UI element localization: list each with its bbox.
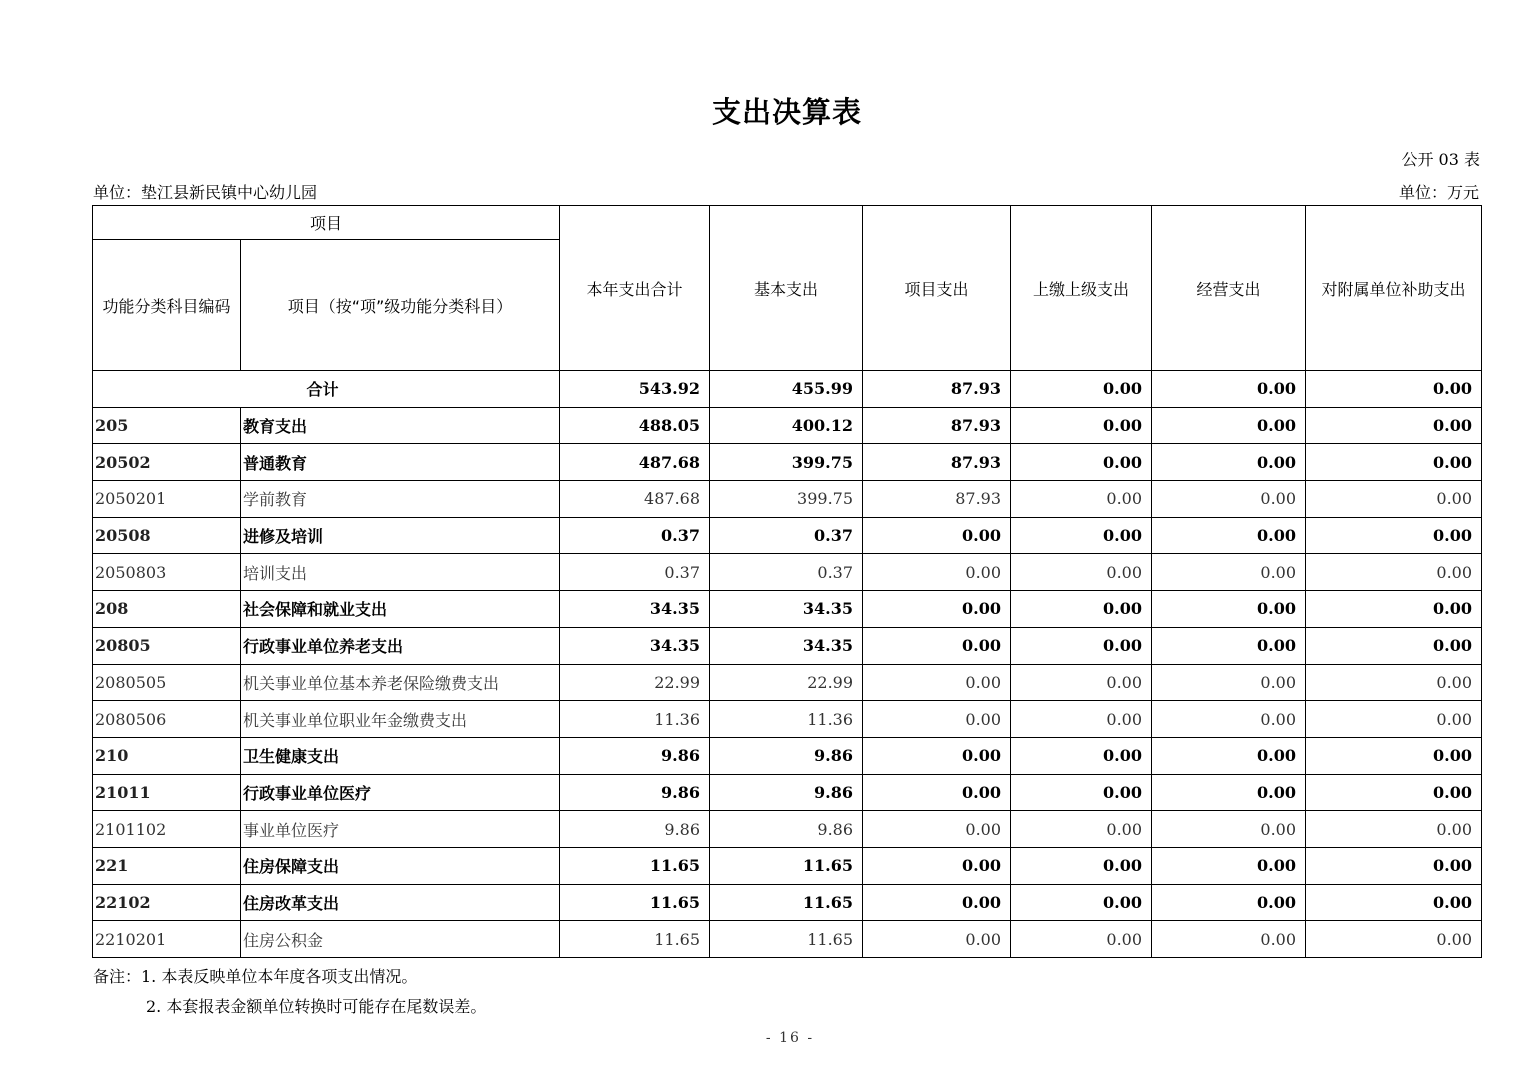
cell-subsidy: 0.00 — [1306, 847, 1482, 884]
cell-subsidy: 0.00 — [1306, 627, 1482, 664]
cell-project: 0.00 — [863, 737, 1011, 774]
cell-project: 0.00 — [863, 811, 1011, 848]
cell-upper: 0.00 — [1011, 921, 1152, 958]
total-cell-project: 87.93 — [863, 371, 1011, 408]
cell-name: 学前教育 — [241, 481, 560, 518]
header-code: 功能分类科目编码 — [93, 240, 241, 371]
cell-business: 0.00 — [1152, 921, 1306, 958]
cell-project: 0.00 — [863, 921, 1011, 958]
cell-total: 9.86 — [560, 737, 710, 774]
note-1: 备注：1. 本表反映单位本年度各项支出情况。 — [93, 967, 418, 986]
cell-total: 488.05 — [560, 407, 710, 444]
cell-name: 机关事业单位职业年金缴费支出 — [241, 701, 560, 738]
cell-total: 34.35 — [560, 627, 710, 664]
cell-name: 住房改革支出 — [241, 884, 560, 921]
table-row — [93, 774, 1482, 811]
cell-name: 培训支出 — [241, 554, 560, 591]
cell-project: 87.93 — [863, 481, 1011, 518]
cell-code: 22102 — [93, 884, 241, 921]
cell-upper: 0.00 — [1011, 664, 1152, 701]
cell-subsidy: 0.00 — [1306, 737, 1482, 774]
cell-code: 20502 — [93, 444, 241, 481]
cell-name: 住房公积金 — [241, 921, 560, 958]
cell-name: 社会保障和就业支出 — [241, 591, 560, 628]
cell-name: 住房保障支出 — [241, 847, 560, 884]
cell-total: 0.37 — [560, 517, 710, 554]
cell-project: 0.00 — [863, 554, 1011, 591]
cell-upper: 0.00 — [1011, 884, 1152, 921]
header-project-group: 项目 — [93, 206, 560, 240]
cell-name: 卫生健康支出 — [241, 737, 560, 774]
cell-basic: 9.86 — [710, 811, 863, 848]
cell-project: 0.00 — [863, 774, 1011, 811]
table-row — [93, 737, 1482, 774]
table-row — [93, 481, 1482, 518]
cell-project: 0.00 — [863, 884, 1011, 921]
table-row — [93, 554, 1482, 591]
header-upper: 上缴上级支出 — [1011, 206, 1152, 371]
cell-basic: 11.36 — [710, 701, 863, 738]
cell-basic: 34.35 — [710, 591, 863, 628]
cell-subsidy: 0.00 — [1306, 884, 1482, 921]
cell-code: 2101102 — [93, 811, 241, 848]
total-cell-business: 0.00 — [1152, 371, 1306, 408]
header-subsidy: 对附属单位补助支出 — [1306, 206, 1482, 371]
cell-project: 0.00 — [863, 517, 1011, 554]
header-project: 项目支出 — [863, 206, 1011, 371]
note-2: 2. 本套报表金额单位转换时可能存在尾数误差。 — [146, 997, 487, 1016]
cell-subsidy: 0.00 — [1306, 811, 1482, 848]
cell-project: 0.00 — [863, 664, 1011, 701]
cell-basic: 0.37 — [710, 554, 863, 591]
cell-upper: 0.00 — [1011, 481, 1152, 518]
cell-upper: 0.00 — [1011, 591, 1152, 628]
cell-code: 2050201 — [93, 481, 241, 518]
table-row — [93, 591, 1482, 628]
cell-basic: 399.75 — [710, 444, 863, 481]
total-cell-upper: 0.00 — [1011, 371, 1152, 408]
cell-upper: 0.00 — [1011, 811, 1152, 848]
cell-project: 0.00 — [863, 591, 1011, 628]
cell-upper: 0.00 — [1011, 701, 1152, 738]
cell-upper: 0.00 — [1011, 774, 1152, 811]
table-row — [93, 884, 1482, 921]
cell-business: 0.00 — [1152, 517, 1306, 554]
header-business: 经营支出 — [1152, 206, 1306, 371]
cell-upper: 0.00 — [1011, 847, 1152, 884]
cell-business: 0.00 — [1152, 664, 1306, 701]
table-row — [93, 664, 1482, 701]
table-row — [93, 407, 1482, 444]
cell-subsidy: 0.00 — [1306, 591, 1482, 628]
cell-business: 0.00 — [1152, 444, 1306, 481]
cell-business: 0.00 — [1152, 701, 1306, 738]
table-row — [93, 811, 1482, 848]
cell-business: 0.00 — [1152, 554, 1306, 591]
cell-business: 0.00 — [1152, 811, 1306, 848]
cell-total: 487.68 — [560, 444, 710, 481]
meta-row — [93, 180, 1479, 203]
cell-name: 普通教育 — [241, 444, 560, 481]
cell-basic: 9.86 — [710, 774, 863, 811]
cell-business: 0.00 — [1152, 774, 1306, 811]
unit-label: 单位：垫江县新民镇中心幼儿园 — [93, 183, 318, 202]
cell-basic: 9.86 — [710, 737, 863, 774]
total-cell-basic: 455.99 — [710, 371, 863, 408]
table-row — [93, 444, 1482, 481]
cell-project: 0.00 — [863, 701, 1011, 738]
cell-subsidy: 0.00 — [1306, 701, 1482, 738]
cell-subsidy: 0.00 — [1306, 481, 1482, 518]
cell-code: 2080506 — [93, 701, 241, 738]
cell-name: 机关事业单位基本养老保险缴费支出 — [241, 664, 560, 701]
cell-basic: 11.65 — [710, 847, 863, 884]
table-row — [93, 627, 1482, 664]
currency-label: 单位：万元 — [1398, 183, 1479, 202]
table-row — [93, 847, 1482, 884]
cell-basic: 399.75 — [710, 481, 863, 518]
cell-total: 34.35 — [560, 591, 710, 628]
cell-upper: 0.00 — [1011, 627, 1152, 664]
cell-business: 0.00 — [1152, 847, 1306, 884]
cell-basic: 22.99 — [710, 664, 863, 701]
total-row — [93, 371, 1482, 408]
cell-subsidy: 0.00 — [1306, 554, 1482, 591]
notes — [93, 962, 486, 1022]
cell-basic: 0.37 — [710, 517, 863, 554]
cell-project: 87.93 — [863, 444, 1011, 481]
cell-basic: 11.65 — [710, 884, 863, 921]
table-code: 公开 03 表 — [1401, 150, 1480, 169]
cell-code: 2210201 — [93, 921, 241, 958]
cell-code: 210 — [93, 737, 241, 774]
cell-business: 0.00 — [1152, 884, 1306, 921]
cell-total: 9.86 — [560, 774, 710, 811]
cell-subsidy: 0.00 — [1306, 517, 1482, 554]
cell-total: 487.68 — [560, 481, 710, 518]
table-row — [93, 921, 1482, 958]
cell-code: 20805 — [93, 627, 241, 664]
header-basic: 基本支出 — [710, 206, 863, 371]
cell-business: 0.00 — [1152, 737, 1306, 774]
cell-name: 行政事业单位医疗 — [241, 774, 560, 811]
cell-total: 11.36 — [560, 701, 710, 738]
cell-total: 22.99 — [560, 664, 710, 701]
total-cell-total: 543.92 — [560, 371, 710, 408]
total-label: 合计 — [93, 371, 560, 408]
page-number: - 16 - — [765, 1030, 815, 1046]
cell-project: 87.93 — [863, 407, 1011, 444]
cell-basic: 34.35 — [710, 627, 863, 664]
cell-upper: 0.00 — [1011, 407, 1152, 444]
cell-business: 0.00 — [1152, 481, 1306, 518]
cell-code: 2050803 — [93, 554, 241, 591]
cell-business: 0.00 — [1152, 627, 1306, 664]
cell-project: 0.00 — [863, 847, 1011, 884]
cell-basic: 11.65 — [710, 921, 863, 958]
cell-name: 进修及培训 — [241, 517, 560, 554]
cell-business: 0.00 — [1152, 407, 1306, 444]
cell-subsidy: 0.00 — [1306, 664, 1482, 701]
cell-subsidy: 0.00 — [1306, 921, 1482, 958]
cell-name: 教育支出 — [241, 407, 560, 444]
header-name: 项目（按“项”级功能分类科目） — [241, 240, 560, 371]
cell-name: 行政事业单位养老支出 — [241, 627, 560, 664]
page-title: 支出决算表 — [711, 95, 862, 129]
table-row — [93, 517, 1482, 554]
table-row — [93, 701, 1482, 738]
cell-project: 0.00 — [863, 627, 1011, 664]
cell-upper: 0.00 — [1011, 444, 1152, 481]
cell-total: 11.65 — [560, 884, 710, 921]
cell-subsidy: 0.00 — [1306, 407, 1482, 444]
cell-code: 208 — [93, 591, 241, 628]
header-total: 本年支出合计 — [560, 206, 710, 371]
cell-total: 11.65 — [560, 921, 710, 958]
cell-code: 205 — [93, 407, 241, 444]
cell-upper: 0.00 — [1011, 554, 1152, 591]
cell-subsidy: 0.00 — [1306, 774, 1482, 811]
cell-upper: 0.00 — [1011, 517, 1152, 554]
cell-total: 0.37 — [560, 554, 710, 591]
total-cell-subsidy: 0.00 — [1306, 371, 1482, 408]
cell-code: 221 — [93, 847, 241, 884]
cell-business: 0.00 — [1152, 591, 1306, 628]
cell-total: 9.86 — [560, 811, 710, 848]
cell-name: 事业单位医疗 — [241, 811, 560, 848]
cell-code: 20508 — [93, 517, 241, 554]
cell-upper: 0.00 — [1011, 737, 1152, 774]
cell-subsidy: 0.00 — [1306, 444, 1482, 481]
cell-code: 2080505 — [93, 664, 241, 701]
cell-basic: 400.12 — [710, 407, 863, 444]
cell-code: 21011 — [93, 774, 241, 811]
expenditure-table — [92, 205, 1482, 958]
cell-total: 11.65 — [560, 847, 710, 884]
